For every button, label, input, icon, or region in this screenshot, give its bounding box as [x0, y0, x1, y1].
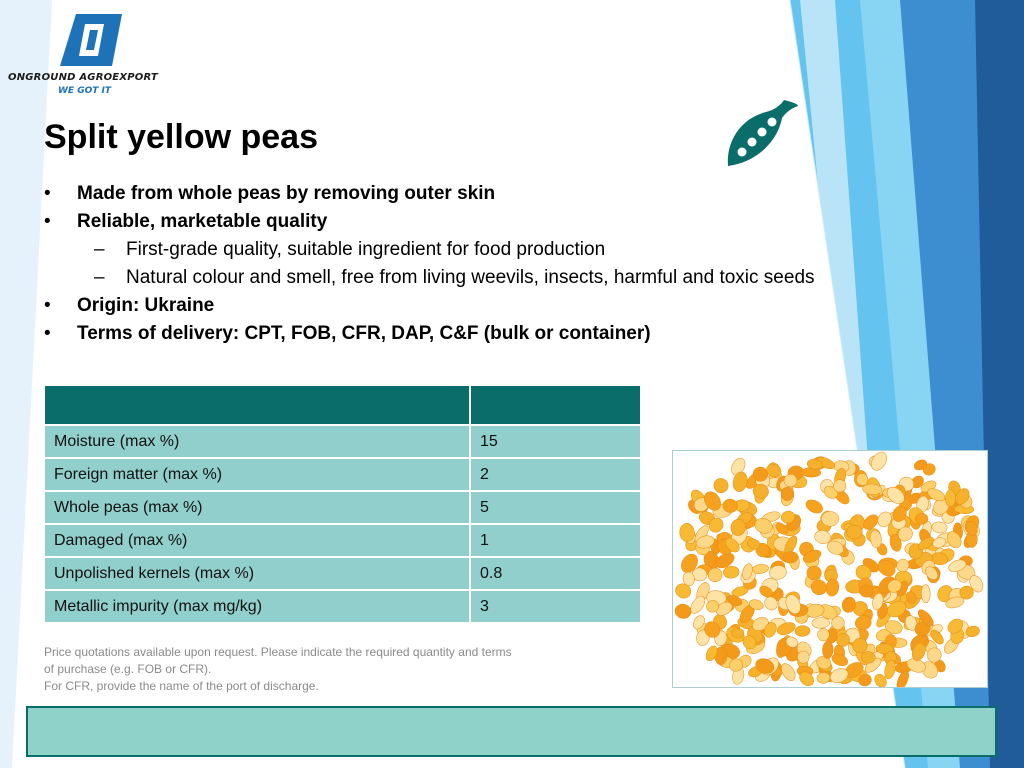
bullet-origin: • Origin: Ukraine [44, 292, 904, 320]
footnote-line: of purchase (e.g. FOB or CFR). [44, 662, 212, 676]
split-pea [723, 566, 740, 579]
row-value: 5 [470, 491, 641, 524]
row-parameter: Whole peas (max %) [44, 491, 470, 524]
row-parameter: Foreign matter (max %) [44, 458, 470, 491]
split-pea [894, 557, 911, 574]
table-row [44, 458, 641, 491]
split-pea [783, 551, 798, 563]
row-parameter: Damaged (max %) [44, 524, 470, 557]
company-logo [8, 14, 168, 98]
table-header-cell [470, 385, 641, 425]
split-pea [821, 512, 839, 527]
sub-bullet-natural-colour: – Natural colour and smell, free from living weevils, insects, harmful and toxic seeds [44, 264, 904, 292]
split-peas-image [673, 451, 987, 687]
product-photo [672, 450, 988, 688]
table-row [44, 425, 641, 458]
split-pea [812, 617, 831, 629]
split-pea [795, 625, 811, 637]
split-pea [868, 451, 890, 473]
row-parameter: Metallic impurity (max mg/kg) [44, 590, 470, 623]
table-row [44, 590, 641, 623]
table-row [44, 524, 641, 557]
split-pea [846, 525, 862, 539]
price-footnote [44, 644, 584, 695]
spec-table [43, 384, 642, 624]
row-value: 1 [470, 524, 641, 557]
row-value: 15 [470, 425, 641, 458]
split-pea [822, 641, 833, 659]
split-pea [804, 497, 825, 516]
bullet-terms: • Terms of delivery: CPT, FOB, CFR, DAP, C&F (bulk or container) [44, 320, 904, 348]
bullet-made-from: • Made from whole peas by removing outer skin [44, 180, 904, 208]
row-parameter: Unpolished kernels (max %) [44, 557, 470, 590]
sub-bullet-first-grade: – First-grade quality, suitable ingredient for food production [44, 236, 904, 264]
table-header-row [44, 385, 641, 425]
row-parameter: Moisture (max %) [44, 425, 470, 458]
feature-list [44, 180, 904, 348]
split-pea [931, 521, 948, 534]
bottom-bar [26, 706, 997, 757]
row-value: 3 [470, 590, 641, 623]
split-pea [825, 578, 840, 597]
logo-company-name: ONGROUND AGROEXPORT [8, 72, 158, 83]
split-pea [921, 584, 930, 603]
table-row [44, 557, 641, 590]
split-pea [674, 603, 693, 620]
slide-title: Split yellow peas [44, 118, 318, 156]
row-value: 2 [470, 458, 641, 491]
table-header-cell [44, 385, 470, 425]
split-pea [830, 652, 849, 668]
footnote-line: For CFR, provide the name of the port of discharge. [44, 679, 319, 693]
table-row [44, 491, 641, 524]
bullet-quality: • Reliable, marketable quality [44, 208, 904, 236]
onground-logo-icon [60, 14, 122, 66]
split-pea [945, 490, 955, 507]
logo-tagline: WE GOT IT [58, 86, 112, 96]
row-value: 0.8 [470, 557, 641, 590]
split-pea [679, 523, 695, 542]
pea-pod-icon [722, 100, 800, 168]
split-pea [960, 586, 974, 599]
split-pea [817, 628, 829, 641]
footnote-line: Price quotations available upon request. Please indicate the required quantity and terms [44, 645, 512, 659]
split-pea [861, 651, 876, 663]
